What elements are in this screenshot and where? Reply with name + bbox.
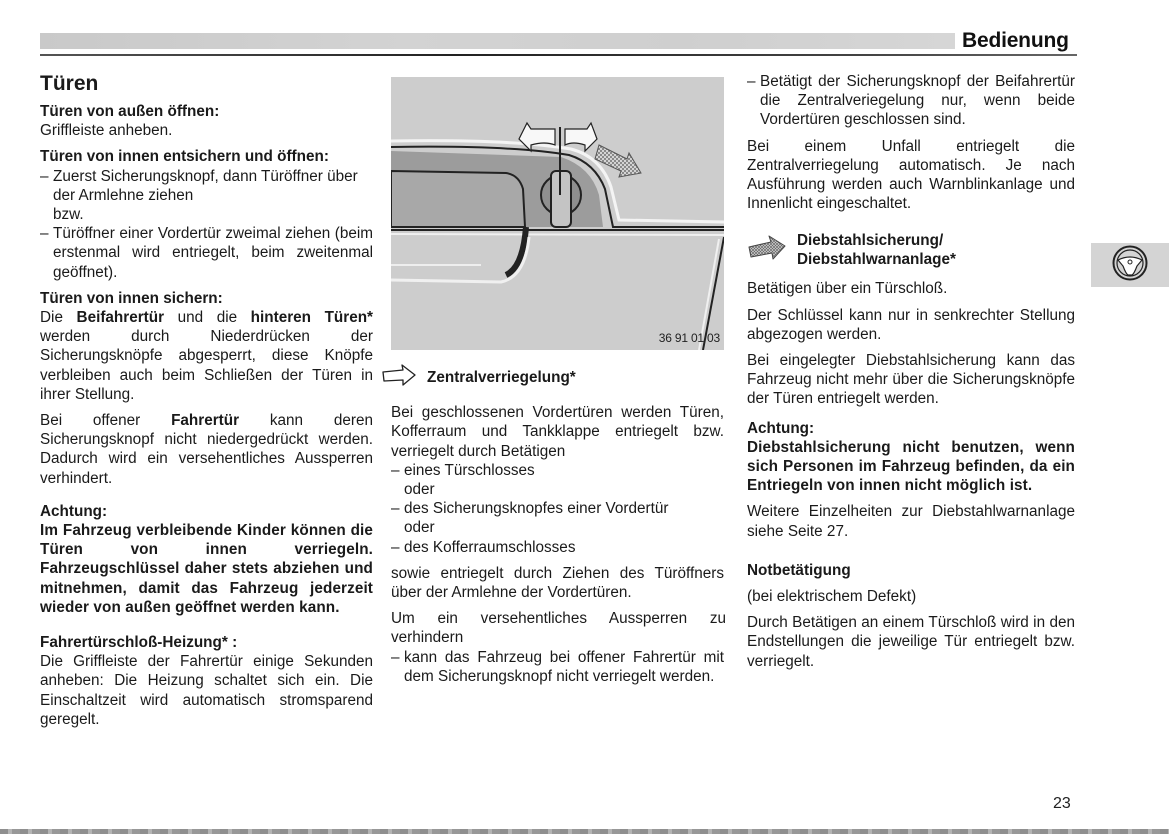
outside-open-title: Türen von außen öffnen: — [40, 103, 220, 120]
anti-theft-p1: Betätigen über ein Türschloß. — [747, 280, 948, 298]
page-heading: Türen — [40, 72, 99, 95]
inside-unlock-list — [40, 167, 373, 282]
warning-text: Diebstahlsicherung nicht benutzen, wenn sich Personen im Fahrzeug befinden, da ein Entriegeln von innen nicht möglich ist. — [747, 438, 1075, 495]
list-item: – eines Türschlosses oder — [391, 461, 724, 499]
left-column — [40, 72, 373, 736]
header-band — [40, 33, 955, 49]
door-lock-figure — [391, 77, 724, 350]
more-info-text: Weitere Einzelheiten zur Diebstahlwarnanlage siehe Seite 27. — [747, 503, 1075, 540]
central-locking-after: sowie entriegelt durch Ziehen des Türöffners über der Armlehne der Vordertüren. — [391, 564, 724, 602]
header-rule — [40, 54, 1077, 56]
list-item: – Zuerst Sicherungsknopf, dann Türöffner über der Armlehne ziehen bzw. — [40, 167, 373, 225]
warning-label: Achtung: — [40, 502, 108, 520]
figure-code: 36 91 01 03 — [658, 330, 720, 345]
accident-text: Bei einem Unfall entriegelt die Zentralverriegelung automatisch. Je nach Ausführung werden auch Warnblinkanlage und Innenlicht eingeschaltet. — [747, 137, 1075, 213]
anti-theft-title-line2: Diebstahlwarnanlage* — [797, 251, 956, 269]
hatched-arrow-icon — [747, 235, 787, 266]
door-lock-illustration-icon — [391, 77, 724, 350]
warning-text: Im Fahrzeug verbleibende Kinder können die Türen von innen verriegeln. Fahrzeugschlüssel daher stets abziehen und mitnehmen, damit das Fahrzeug jederzeit wieder von außen geöffnet werden kann. — [40, 522, 373, 616]
lock-heating-title: Fahrertürschloß-Heizung* : — [40, 634, 238, 652]
central-locking-title: Zentralverriegelung* — [427, 369, 576, 387]
list-item: – Betätigt der Sicherungsknopf der Beifahrertür die Zentralveriegelung nur, wenn beide Vordertüren geschlossen sind. — [747, 72, 1075, 130]
right-column — [747, 72, 1075, 678]
lock-heating-text: Die Griffleiste der Fahrertür einige Sekunden anheben: Die Heizung schaltet sich ein. Die Einschaltzeit wird automatisch stromsparend geregelt. — [40, 653, 373, 728]
page-number: 23 — [1053, 795, 1071, 812]
anti-theft-title-line1: Diebstahlsicherung/ — [797, 232, 944, 250]
warning-label: Achtung: — [747, 419, 815, 437]
central-locking-intro: Bei geschlossenen Vordertüren werden Türen, Kofferraum und Tankklappe entriegelt bzw. verriegelt durch Betätigen — [391, 404, 724, 460]
list-item: – kann das Fahrzeug bei offener Fahrertür mit dem Sicherungsknopf nicht verriegelt werden. — [391, 648, 724, 686]
prevent-list — [391, 648, 724, 686]
prevent-intro: Um ein versehentliches Aussperren zu verhindern — [391, 610, 726, 647]
connector: bzw. — [53, 206, 84, 224]
emergency-subtitle: (bei elektrischem Defekt) — [747, 588, 917, 606]
steering-wheel-icon — [1111, 244, 1149, 287]
list-item: – des Kofferraumschlosses — [391, 538, 724, 557]
outside-open-text: Griffleiste anheben. — [40, 122, 173, 140]
page-bottom-edge — [0, 829, 1169, 834]
emergency-text: Durch Betätigen an einem Türschloß wird in den Endstellungen die jeweilige Tür entriegelt bzw. verriegelt. — [747, 614, 1075, 670]
anti-theft-p2: Der Schlüssel kann nur in senkrechter Stellung abgezogen werden. — [747, 306, 1075, 343]
inside-lock-title: Türen von innen sichern: — [40, 289, 223, 307]
emergency-title: Notbetätigung — [747, 561, 851, 579]
inside-unlock-title: Türen von innen entsichern und öffnen: — [40, 148, 329, 166]
central-locking-list — [391, 461, 724, 557]
section-tab — [1091, 243, 1169, 287]
anti-theft-p3: Bei eingelegter Diebstahlsicherung kann das Fahrzeug nicht mehr über die Sicherungsknöpfe der Türen entriegelt werden. — [747, 352, 1075, 408]
middle-column — [391, 77, 724, 693]
continued-list — [747, 72, 1075, 130]
list-item: – des Sicherungsknopfes einer Vordertür oder — [391, 499, 724, 537]
list-item: – Türöffner einer Vordertür zweimal ziehen (beim erstenmal wird entriegelt, beim zweitenmal geöffnet). — [40, 224, 373, 282]
outline-arrow-icon — [381, 364, 417, 391]
central-locking-heading — [381, 364, 724, 391]
driver-door-text: Bei offener Fahrertür kann deren Sicherungsknopf nicht niedergedrückt werden. Dadurch wird ein versehentliches Aussperren verhindert. — [40, 412, 373, 487]
anti-theft-heading — [747, 231, 1075, 269]
inside-lock-text: Die Beifahrertür und die hinteren Türen* werden durch Niederdrücken der Sicherungsknöpfe abgesperrt, diese Knöpfe verbleiben auch beim Schließen der Türen in ihrer Stellung. — [40, 309, 374, 403]
section-title: Bedienung — [962, 29, 1069, 52]
